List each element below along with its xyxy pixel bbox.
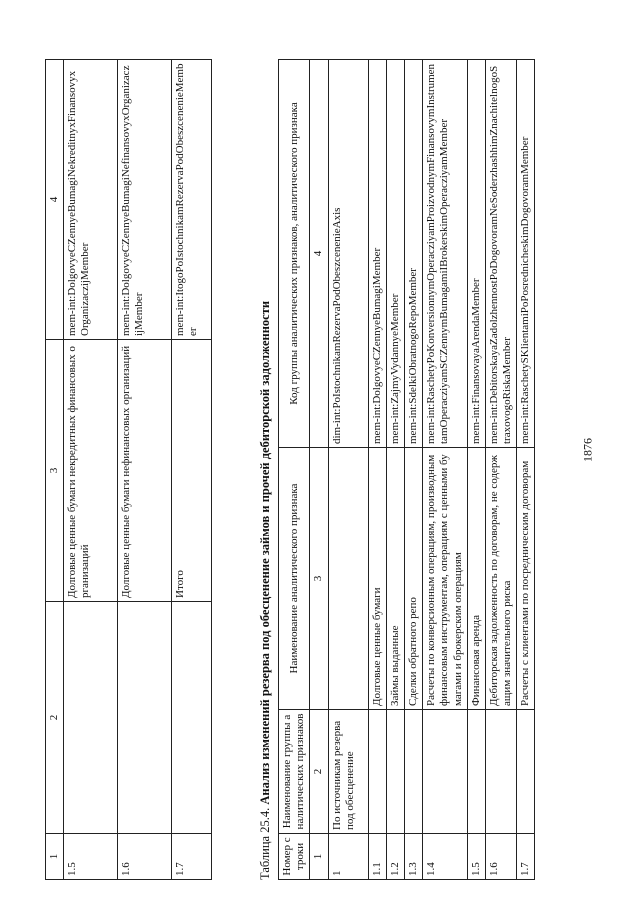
- row-code: mem-int:DolgovyeCZennyeBumagiNefinansovyxOrganizaczijMember: [118, 60, 172, 340]
- rotated-page-content: [20, 20, 620, 880]
- row-number: 1: [328, 834, 368, 880]
- row-group: [172, 602, 212, 834]
- table-row: [404, 60, 422, 880]
- header-num-4: 4: [46, 60, 64, 340]
- table-row: [172, 60, 212, 880]
- row-code: mem-int:DolgovyeCZennyeBumagiMember: [368, 60, 386, 448]
- row-code: mem-int:DolgovyeCZennyeBumagiNekreditnyxFinansovyxOrganizaczijMember: [64, 60, 118, 340]
- row-name: Долговые ценные бумаги: [368, 448, 386, 710]
- page-number: 1876: [580, 438, 595, 462]
- row-name: Займы выданные: [386, 448, 404, 710]
- row-number: 1.7: [517, 834, 535, 880]
- row-number: 1.7: [172, 834, 212, 880]
- row-code: mem-int:ItogoPoIstochnikamRezervaPodObeszcenenieMember: [172, 60, 212, 340]
- row-group: [386, 710, 404, 834]
- table-row: [64, 60, 118, 880]
- table-row: [386, 60, 404, 880]
- row-group: [485, 710, 516, 834]
- row-group: [423, 710, 468, 834]
- table-caption: [258, 40, 273, 880]
- row-name: Долговые ценные бумаги некредитных финансовых организаций: [64, 340, 118, 602]
- row-code: mem-int:FinansovayaArendaMember: [467, 60, 485, 448]
- table-header-numbers: [46, 60, 64, 880]
- row-group: [467, 710, 485, 834]
- table-row: [368, 60, 386, 880]
- row-number: 1.4: [423, 834, 468, 880]
- header-num-3: 3: [46, 340, 64, 602]
- row-name: Итого: [172, 340, 212, 602]
- row-name: Дебиторская задолженность по договорам, не содержащим значительного риска: [485, 448, 516, 710]
- table-header-numbers: [310, 60, 328, 880]
- table-row: [485, 60, 516, 880]
- row-number: 1.6: [118, 834, 172, 880]
- row-name: Расчеты с клиентами по посредническим договорам: [517, 448, 535, 710]
- table-row: [328, 60, 368, 880]
- header-code: Код группы аналитических признаков, аналитического признака: [279, 60, 310, 448]
- row-code: mem-int:RaschetyPoKonversionnymOperacziyamProizvodnymFinansovymInstrumentamOperacziyamSCZennymBumagamiIBrokerskimOperacziyamMember: [423, 60, 468, 448]
- table-row: [423, 60, 468, 880]
- row-number: 1.5: [467, 834, 485, 880]
- header-num-2: 2: [46, 602, 64, 834]
- table-caption-prefix: Таблица 25.4.: [258, 804, 272, 880]
- row-group: [517, 710, 535, 834]
- table-header-row: [279, 60, 310, 880]
- header-group-name: Наименование группы аналитических признаков: [279, 710, 310, 834]
- row-code: mem-int:ZajmyVydannyeMember: [386, 60, 404, 448]
- row-name: Финансовая аренда: [467, 448, 485, 710]
- row-number: 1.6: [485, 834, 516, 880]
- row-group: [404, 710, 422, 834]
- header-num-1: 1: [310, 834, 328, 880]
- row-name: Сделки обратного репо: [404, 448, 422, 710]
- row-name: Расчеты по конверсионным операциям, производным финансовым инструментам, операциям с ценными бумагами и брокерским операциям: [423, 448, 468, 710]
- table-continuation: [45, 59, 212, 880]
- header-num-2: 2: [310, 710, 328, 834]
- header-feature-name: Наименование аналитического признака: [279, 448, 310, 710]
- table-row: [517, 60, 535, 880]
- row-group: По источникам резерва под обесценение: [328, 710, 368, 834]
- row-code: mem-int:RaschetySKlientamiPoPosrednicheskimDogovoramMember: [517, 60, 535, 448]
- header-num-3: 3: [310, 448, 328, 710]
- header-num-4: 4: [310, 60, 328, 448]
- table-caption-title: Анализ изменений резерва под обесценение займов и прочей дебиторской задолженности: [258, 300, 272, 805]
- row-number: 1.2: [386, 834, 404, 880]
- header-row-number: Номер строки: [279, 834, 310, 880]
- row-group: [368, 710, 386, 834]
- row-name: Долговые ценные бумаги нефинансовых организаций: [118, 340, 172, 602]
- row-group: [118, 602, 172, 834]
- row-group: [64, 602, 118, 834]
- row-code: dim-int:PoIstochnikamRezervaPodObeszcenenieAxis: [328, 60, 368, 448]
- table-row: [118, 60, 172, 880]
- reserve-analysis-table: [278, 59, 535, 880]
- row-number: 1.1: [368, 834, 386, 880]
- row-code: mem-int:SdelkiObratnogoRepoMember: [404, 60, 422, 448]
- row-number: 1.3: [404, 834, 422, 880]
- header-num-1: 1: [46, 834, 64, 880]
- row-name: [328, 448, 368, 710]
- row-number: 1.5: [64, 834, 118, 880]
- table-row: [467, 60, 485, 880]
- row-code: mem-int:DebitorskayaZadolzhennostPoDogovoramNeSoderzhashhimZnachitelnogoStraxovogoRiskaMember: [485, 60, 516, 448]
